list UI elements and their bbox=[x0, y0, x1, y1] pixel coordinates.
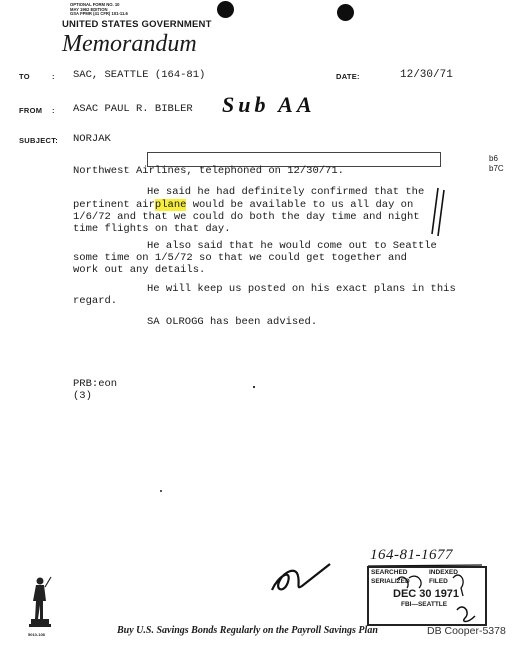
body-line-1-end: rlines, telephoned on 12/30/71. bbox=[148, 165, 344, 177]
body-line-1 bbox=[73, 165, 344, 177]
handwritten-annotation-text: Sub AA bbox=[222, 92, 316, 117]
p1-line-2-end: would be available to us all day on bbox=[186, 199, 414, 211]
agency-name: UNITED STATES GOVERNMENT bbox=[62, 19, 212, 30]
typist-initials: PRB:eon bbox=[73, 378, 118, 390]
p2-line-3: work out any details. bbox=[73, 264, 206, 276]
speck bbox=[253, 386, 255, 388]
stamp-filed: FILED bbox=[429, 578, 448, 585]
p4-line-1: SA OLROGG has been advised. bbox=[147, 316, 318, 328]
p1-line-2 bbox=[73, 199, 413, 211]
p1-line-2-start: pertinent air bbox=[73, 199, 155, 211]
p1-line-4: time flights on that day. bbox=[73, 223, 231, 235]
memo-title: Memorandum bbox=[62, 31, 197, 57]
p3-line-1: He will keep us posted on his exact plans in this bbox=[147, 283, 456, 295]
form-code: 5010-108 bbox=[28, 632, 45, 637]
p2-line-1: He also said that he would come out to Seattle bbox=[147, 240, 437, 252]
p3-line-2: regard. bbox=[73, 295, 118, 307]
stamp-office: FBI—SEATTLE bbox=[401, 601, 448, 608]
stamp-serialized: SERIALIZED bbox=[371, 578, 410, 585]
form-line: MAY 1962 EDITION bbox=[70, 6, 108, 12]
copy-count: (3) bbox=[73, 390, 92, 402]
margin-slash-mark bbox=[428, 186, 448, 238]
highlighted-word: plane bbox=[154, 199, 187, 211]
to-value: SAC, SEATTLE (164-81) bbox=[73, 69, 206, 81]
handwritten-initials bbox=[268, 560, 338, 600]
date-value: 12/30/71 bbox=[400, 69, 453, 81]
from-value: ASAC PAUL R. BIBLER bbox=[73, 103, 193, 115]
from-label: FROM bbox=[19, 106, 43, 115]
to-colon: : bbox=[52, 72, 55, 81]
date-label: DATE: bbox=[336, 72, 360, 81]
from-colon: : bbox=[52, 106, 55, 115]
punch-hole-left bbox=[217, 1, 234, 18]
to-label: TO bbox=[19, 72, 30, 81]
p2-line-2: some time on 1/5/72 so that we could get together and bbox=[73, 252, 407, 264]
stamp-date: DEC 30 1971 bbox=[393, 588, 460, 600]
subject-label: SUBJECT: bbox=[19, 136, 59, 145]
body-line-1-start: Northwest Ai bbox=[73, 165, 149, 177]
stamp-indexed: INDEXED bbox=[429, 569, 458, 576]
document-id: DB Cooper-5378 bbox=[427, 625, 506, 637]
p1-line-3: 1/6/72 and that we could do both the day time and night bbox=[73, 211, 420, 223]
punch-hole-right bbox=[337, 4, 354, 21]
p1-line-1: He said he had definitely confirmed that the bbox=[147, 186, 425, 198]
handwritten-annotation bbox=[222, 92, 372, 122]
file-number-handwritten: 164-81-1677 bbox=[370, 547, 453, 563]
exemption-code-b6: b6 bbox=[489, 154, 498, 163]
stamp-searched: SEARCHED bbox=[371, 569, 408, 576]
stamp-handwriting bbox=[367, 566, 483, 626]
form-line: OPTIONAL FORM NO. 10 bbox=[70, 2, 120, 7]
minuteman-logo bbox=[27, 575, 53, 633]
savings-bond-slogan: Buy U.S. Savings Bonds Regularly on the Payroll Savings Plan bbox=[117, 625, 378, 636]
form-line: GSA FPMR (41 CFR) 101-11.6 bbox=[70, 11, 128, 17]
speck bbox=[160, 490, 162, 492]
subject-value: NORJAK bbox=[73, 133, 111, 145]
form-number-block bbox=[70, 3, 128, 17]
exemption-code-b7c: b7C bbox=[489, 164, 504, 173]
